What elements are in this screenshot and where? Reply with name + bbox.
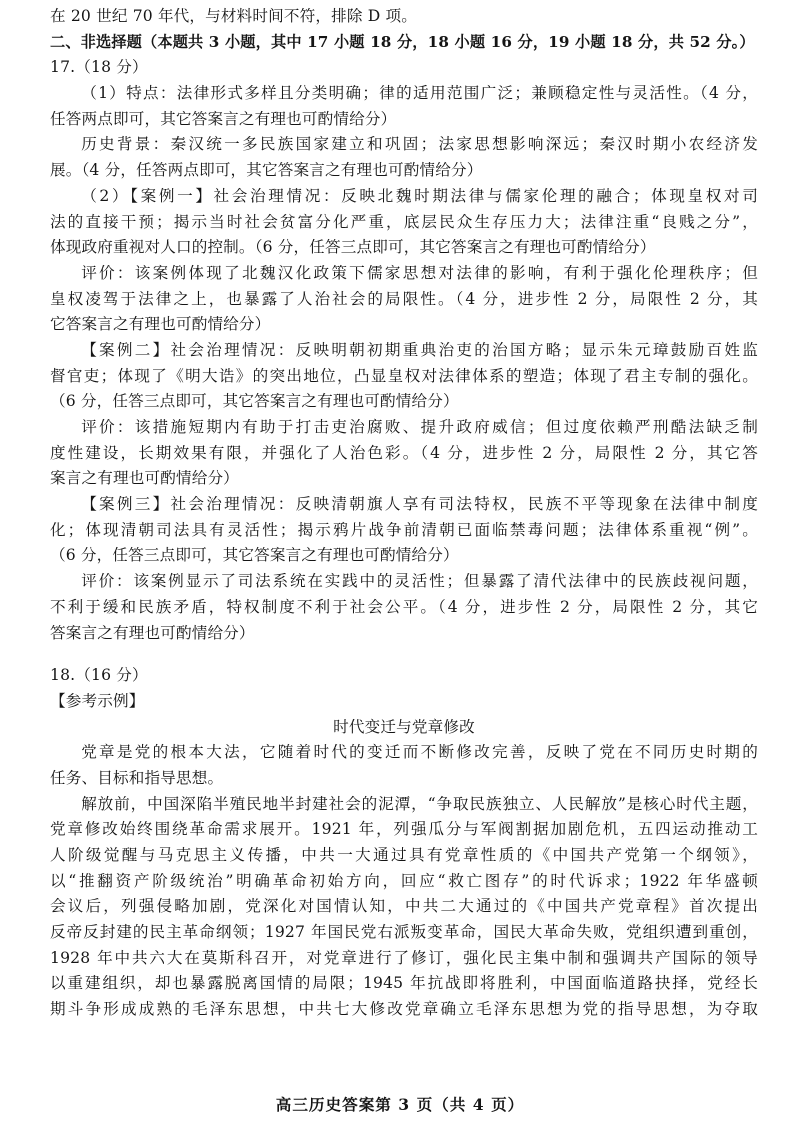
text-line: 展。（4 分，任答两点即可，其它答案言之有理也可酌情给分） (50, 161, 483, 180)
text-line: 反帝反封建的民主革命纲领；1927 年国民党右派叛变革命，国民大革命失败，党组织遭到重创， (50, 923, 758, 942)
reference-label: 【参考示例】 (50, 691, 145, 710)
text-line: 人阶级觉醒与马克思主义传播，中共一大通过具有党章性质的《中国共产党第一个纲领》， (50, 846, 758, 864)
text-line: 皇权凌驾于法律之上，也暴露了人治社会的局限性。（4 分，进步性 2 分，局限性 2 分，其 (50, 289, 758, 308)
text-line: 答案言之有理也可酌情给分） (50, 623, 255, 642)
text-line: 党章修改始终围绕革命需求展开。1921 年，列强瓜分与军阀割据加剧危机，五四运动推动工 (50, 820, 758, 839)
text-line: 化；体现清朝司法具有灵活性；揭示鸦片战争前清朝已面临禁毒问题；法律体系重视“例”。 (50, 520, 758, 539)
page-footer: 高三历史答案第 3 页（共 4 页） (275, 1095, 525, 1114)
text-line: 评价：该措施短期内有助于打击吏治腐败、提升政府威信；但过度依赖严刑酷法缺乏制 (81, 418, 758, 436)
text-line: 任务、目标和指导思想。 (50, 768, 224, 787)
text-line: （1）特点：法律形式多样且分类明确；律的适用范围广泛；兼顾稳定性与灵活性。（4 分， (81, 84, 758, 103)
text-line: 会议后，列强侵略加剧，党深化对国情认知，中共二大通过的《中国共产党章程》首次提出 (50, 897, 758, 916)
text-line: 评价：该案例显示了司法系统在实践中的灵活性；但暴露了清代法律中的民族歧视问题， (81, 572, 758, 591)
text-line: 任答两点即可，其它答案言之有理也可酌情给分） (50, 109, 397, 128)
text-line: 法的直接干预；揭示当时社会贫富分化严重，底层民众生存压力大；法律注重“良贱之分”， (50, 212, 758, 231)
text-line: 【案例三】社会治理情况：反映清朝旗人享有司法特权，民族不平等现象在法律中制度 (81, 495, 758, 514)
answer-sheet (50, 4, 758, 1023)
text-line: 督官吏；体现了《明大诰》的突出地位，凸显皇权对法律体系的塑造；体现了君主专制的强化。 (50, 366, 758, 385)
text-line: （6 分，任答三点即可，其它答案言之有理也可酌情给分） (50, 546, 459, 565)
text-line: 以“推翻资产阶级统治”明确革命初始方向，回应“救亡图存”的时代诉求；1922 年华盛顿 (50, 871, 758, 890)
text-line: 以重建组织，却也暴露脱离国情的局限；1945 年抗战即将胜利，中国面临道路抉择，党经长 (50, 974, 758, 993)
text-line: 【案例二】社会治理情况：反映明朝初期重典治吏的治国方略；显示朱元璋鼓励百姓监 (81, 340, 758, 359)
text-line: 党章是党的根本大法，它随着时代的变迁而不断修改完善，反映了党在不同历史时期的 (81, 743, 758, 762)
section-heading: 二、非选择题（本题共 3 小题，其中 17 小题 18 分，18 小题 16 分，19 小题 18 分，共 52 分。） (50, 32, 755, 51)
text-line: 解放前，中国深陷半殖民地半封建社会的泥潭，“争取民族独立、人民解放”是核心时代主题， (81, 794, 758, 813)
question-number: 18.（16 分） (50, 666, 148, 685)
text-line: （2）【案例一】社会治理情况：反映北魏时期法律与儒家伦理的融合；体现皇权对司 (81, 186, 758, 205)
text-line: 历史背景：秦汉统一多民族国家建立和巩固；法家思想影响深远；秦汉时期小农经济发 (81, 135, 758, 154)
question-number: 17.（18 分） (50, 58, 148, 77)
text-line: 期斗争形成成熟的毛泽东思想，中共七大修改党章确立毛泽东思想为党的指导思想，为夺取 (50, 1000, 758, 1019)
text-line: 案言之有理也可酌情给分） (50, 469, 239, 488)
text-line: （6 分，任答三点即可，其它答案言之有理也可酌情给分） (50, 392, 459, 411)
text-line: 1928 年中共六大在莫斯科召开，对党章进行了修订，强化民主集中制和强调共产国际的领导 (50, 948, 758, 967)
text-line: 体现政府重视对人口的控制。（6 分，任答三点即可，其它答案言之有理也可酌情给分） (50, 238, 656, 257)
essay-title: 时代变迁与党章修改 (333, 717, 475, 736)
text-line: 在 20 世纪 70 年代，与材料时间不符，排除 D 项。 (50, 7, 417, 25)
text-line: 评价：该案例体现了北魏汉化政策下儒家思想对法律的影响，有利于强化伦理秩序；但 (81, 263, 758, 282)
text-line: 它答案言之有理也可酌情给分） (50, 315, 271, 334)
text-line: 度性建设，长期效果有限，并强化了人治色彩。（4 分，进步性 2 分，局限性 2 分，其它答 (50, 443, 758, 462)
spacer (50, 646, 758, 663)
text-line: 不利于缓和民族矛盾，特权制度不利于社会公平。（4 分，进步性 2 分，局限性 2 分，其它 (50, 597, 758, 616)
